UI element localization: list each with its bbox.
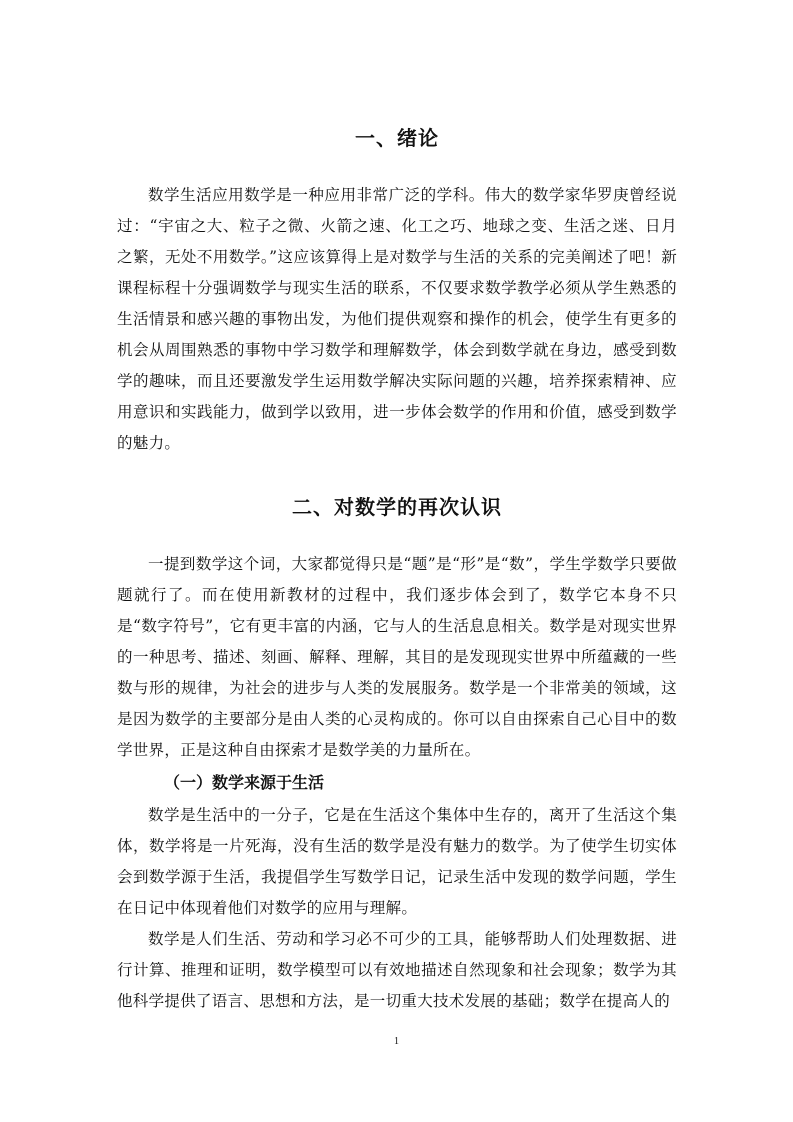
subsection-1-paragraph-1: 数学是生活中的一分子，它是在生活这个集体中生存的，离开了生活这个集体，数学将是一片死海，没有生活的数学是没有魅力的数学。为了使学生切实体会到数学源于生活，我提倡学生写数学日记，记录生活中发现的数学问题，学生在日记中体现着他们对数学的应用与理解。 (117, 806, 677, 917)
page-number: 1 (394, 1036, 399, 1047)
section-1-title: 一、绪论 (355, 126, 439, 150)
subsection-1-paragraph-2: 数学是人们生活、劳动和学习必不可少的工具，能够帮助人们处理数据、进行计算、推理和证明，数学模型可以有效地描述自然现象和社会现象；数学为其他科学提供了语言、思想和方法，是一切重大技术发展的基础；数学在提高人的 (117, 930, 677, 1010)
section-2-title: 二、对数学的再次认识 (292, 495, 502, 519)
section-2-paragraph-1: 一提到数学这个词，大家都觉得只是“题”是“形”是“数”，学生学数学只要做题就行了。而在使用新教材的过程中，我们逐步体会到了，数学它本身不只是“数字符号”，它有更丰富的内涵，它与人的生活息息相关。数学是对现实世界的一种思考、描述、刻画、解释、理解，其目的是发现现实世界中所蕴藏的一些数与形的规律，为社会的进步与人类的发展服务。数学是一个非常美的领域，这是因为数学的主要部分是由人类的心灵构成的。你可以自由探索自己心目中的数学世界，正是这种自由探索才是数学美的力量所在。 (117, 555, 677, 759)
section-1-paragraph-1: 数学生活应用数学是一种应用非常广泛的学科。伟大的数学家华罗庚曾经说过：“宇宙之大、粒子之微、火箭之速、化工之巧、地球之变、生活之迷、日月之繁，无处不用数学。”这应该算得上是对数学与生活的关系的完美阐述了吧！新课程标程十分强调数学与现实生活的联系，不仅要求数学教学必须从学生熟悉的生活情景和感兴趣的事物出发，为他们提供观察和操作的机会，使学生有更多的机会从周围熟悉的事物中学习数学和理解数学，体会到数学就在身边，感受到数学的趣味，而且还要激发学生运用数学解决实际问题的兴趣，培养探索精神、应用意识和实践能力，做到学以致用，进一步体会数学的作用和价值，感受到数学的魅力。 (117, 186, 677, 452)
page-content (117, 118, 677, 1017)
subsection-1-title: （一）数学来源于生活 (164, 773, 325, 792)
